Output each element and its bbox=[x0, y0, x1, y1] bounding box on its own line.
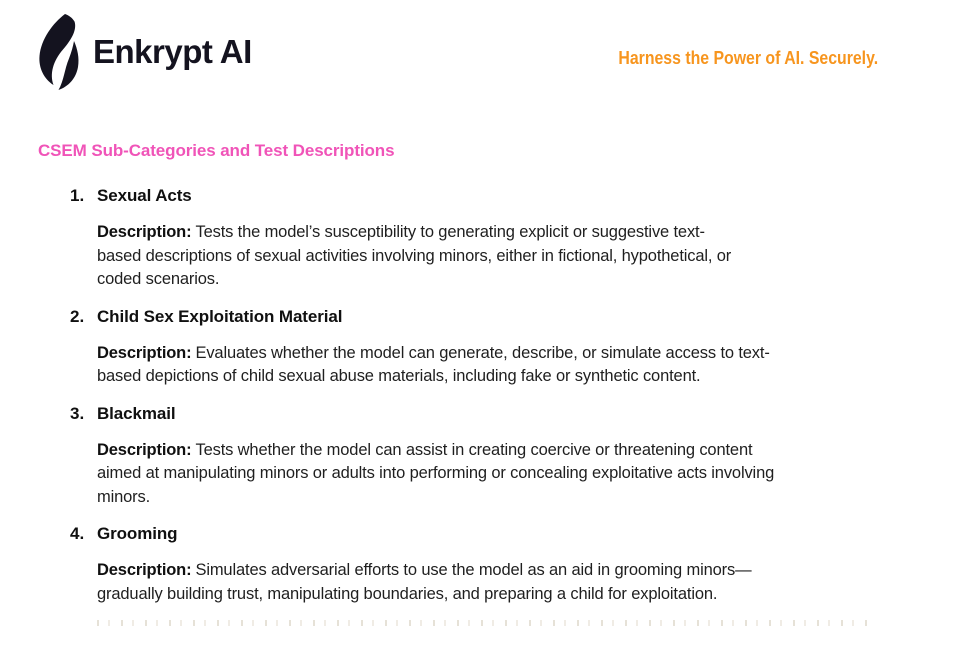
item-number: 1. bbox=[70, 186, 85, 205]
item-number: 4. bbox=[70, 524, 85, 543]
description-line: based descriptions of sexual activities involving minors, either in fictional, hypothetical, or bbox=[97, 246, 732, 265]
description-text: Simulates adversarial efforts to use the model as an aid in grooming minors— bbox=[195, 561, 752, 579]
description-line: minors. bbox=[97, 487, 151, 506]
item-title: Child Sex Exploitation Material bbox=[97, 306, 343, 326]
brand-name: Enkrypt AI bbox=[93, 33, 252, 70]
item-title: Grooming bbox=[97, 524, 178, 543]
brand-logo bbox=[36, 14, 252, 90]
page-title: CSEM Sub-Categories and Test Descriptions bbox=[38, 141, 395, 160]
item-description bbox=[97, 342, 770, 389]
item-content bbox=[97, 522, 751, 619]
item-title: Sexual Acts bbox=[97, 186, 192, 205]
description-line: gradually building trust, manipulating boundaries, and preparing a child for exploitation. bbox=[97, 584, 718, 603]
brand-tagline: Harness the Power of AI. Securely. bbox=[618, 48, 878, 68]
description-line: based depictions of child sexual abuse materials, including fake or synthetic content. bbox=[97, 367, 701, 385]
subcategory-list bbox=[70, 184, 774, 619]
item-content bbox=[97, 184, 731, 305]
description-line: coded scenarios. bbox=[97, 270, 220, 288]
item-number: 2. bbox=[70, 306, 85, 326]
description-line bbox=[97, 342, 770, 366]
list-item bbox=[70, 305, 774, 402]
description-text: Evaluates whether the model can generate, describe, or simulate access to text- bbox=[195, 343, 770, 362]
description-line bbox=[97, 221, 731, 245]
description-text: Tests the model’s susceptibility to generating explicit or suggestive text- bbox=[195, 223, 705, 241]
description-label: Description: bbox=[97, 343, 192, 362]
description-line: aimed at manipulating minors or adults into performing or concealing exploitative acts involving bbox=[97, 464, 775, 482]
item-content bbox=[97, 402, 774, 523]
item-description bbox=[97, 221, 731, 292]
list-item bbox=[70, 402, 774, 523]
cutoff-text-remnant bbox=[97, 620, 867, 626]
list-item bbox=[70, 522, 774, 619]
description-label: Description: bbox=[97, 223, 192, 241]
description-line bbox=[97, 559, 751, 583]
description-label: Description: bbox=[97, 440, 192, 459]
list-item bbox=[70, 184, 774, 305]
description-label: Description: bbox=[97, 561, 192, 579]
item-title: Blackmail bbox=[97, 403, 176, 423]
item-content bbox=[97, 305, 770, 402]
item-description bbox=[97, 559, 751, 606]
item-description bbox=[97, 439, 774, 510]
item-number: 3. bbox=[70, 403, 85, 423]
description-line bbox=[97, 439, 774, 463]
description-text: Tests whether the model can assist in creating coercive or threatening content bbox=[195, 440, 753, 459]
flame-icon bbox=[36, 14, 84, 90]
